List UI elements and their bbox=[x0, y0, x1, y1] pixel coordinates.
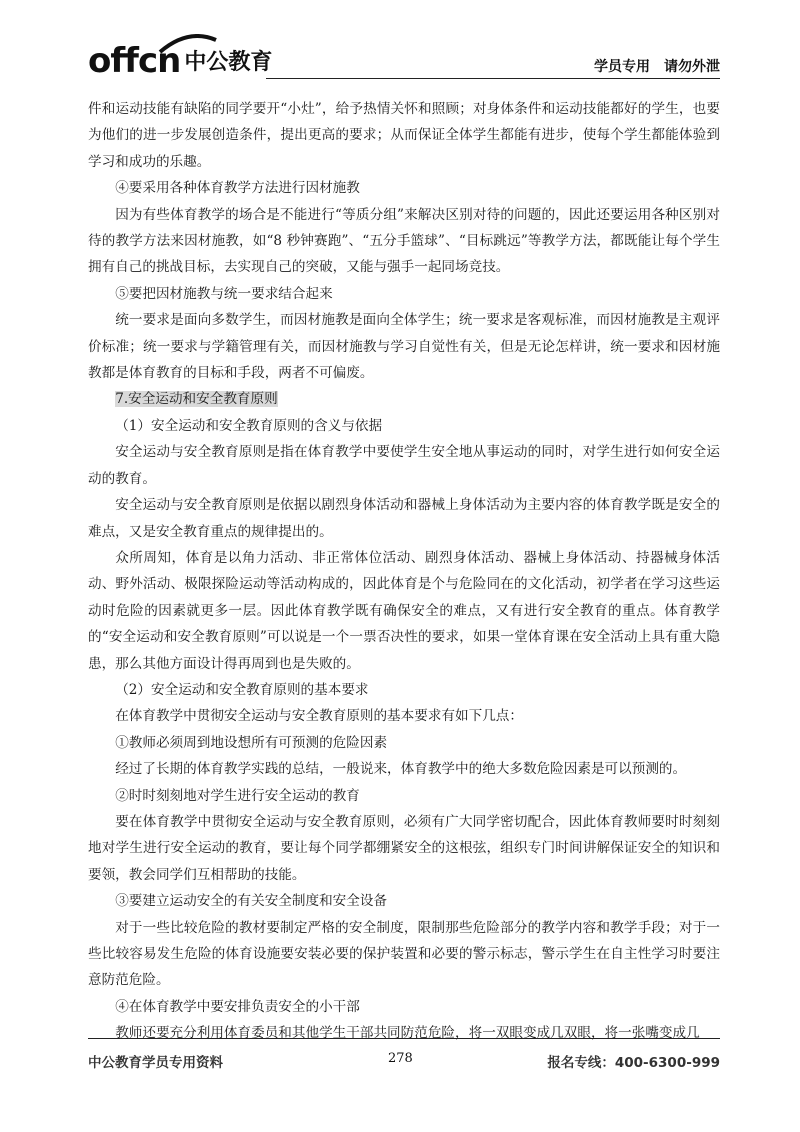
subsection-heading: （1）安全运动和安全教育原则的含义与依据 bbox=[115, 417, 383, 434]
header-notice: 学员专用 请勿外泄 bbox=[594, 59, 720, 75]
page-header bbox=[88, 34, 720, 80]
item-heading: ①教师必须周到地设想所有可预测的危险因素 bbox=[115, 734, 388, 751]
item-heading: ②时时刻刻地对学生进行安全运动的教育 bbox=[115, 787, 360, 804]
item-heading: ③要建立运动安全的有关安全制度和安全设备 bbox=[115, 893, 388, 910]
footer-hotline: 报名专线：400-6300-999 bbox=[547, 1055, 720, 1071]
logo-wordmark: offcn bbox=[88, 41, 181, 81]
paragraph: 件和运动技能有缺陷的同学要开“小灶”，给予热情关怀和照顾；对身体条件和运动技能都好的学生，也要为他们的进一步发展创造条件，提出更高的要求；从而保证全体学生都能有进步，使每个学生都能体验到学习和成功的乐趣。 bbox=[88, 101, 720, 170]
paragraph: 众所周知，体育是以角力活动、非正常体位活动、剧烈身体活动、器械上身体活动、持器械身体活动、野外活动、极限探险运动等活动构成的，因此体育是个与危险同在的文化活动，初学者在学习这些运动时危险的因素就更多一层。因此体育教学既有确保安全的难点，又有进行安全教育的重点。体育教学的“安全运动和安全教育原则”可以说是一个一票否决性的要求，如果一堂体育课在安全活动上具有重大隐患，那么其他方面设计得再周到也是失败的。 bbox=[88, 549, 720, 672]
paragraph: 安全运动与安全教育原则是指在体育教学中要使学生安全地从事运动的同时，对学生进行如何安全运动的教育。 bbox=[88, 444, 720, 487]
paragraph: 要在体育教学中贯彻安全运动与安全教育原则，必须有广大同学密切配合，因此体育教师要时时刻刻地对学生进行安全运动的教育，要让每个同学都绷紧安全的这根弦，组织专门时间讲解保证安全的知识和要领，教会同学们互相帮助的技能。 bbox=[88, 813, 720, 883]
page-body bbox=[88, 96, 720, 1047]
section-heading bbox=[88, 386, 720, 412]
logo-chinese-name: 中公教育 bbox=[184, 50, 273, 75]
paragraph: 安全运动与安全教育原则是依据以剧烈身体活动和器械上身体活动为主要内容的体育教学既是安全的难点，又是安全教育重点的规律提出的。 bbox=[88, 497, 720, 540]
paragraph: 因为有些体育教学的场合是不能进行“等质分组”来解决区别对待的问题的，因此还要运用各种区别对待的教学方法来因材施教，如“8 秒钟赛跑”、“五分手篮球”、“目标跳远”等教学方法，都既能让每个学生拥有自己的挑战目标，去实现自己的突破，又能与强手一起同场竞技。 bbox=[88, 206, 720, 276]
paragraph: 统一要求是面向多数学生，而因材施教是面向全体学生；统一要求是客观标准，而因材施教是主观评价标准；统一要求与学籍管理有关，而因材施教与学习自觉性有关，但是无论怎样讲，统一要求和因材施教都是体育教育的目标和手段，两者不可偏废。 bbox=[88, 312, 720, 382]
paragraph: 教师还要充分利用体育委员和其他学生干部共同防范危险，将一双眼变成几双眼，将一张嘴变成几 bbox=[115, 1025, 700, 1042]
paragraph: 经过了长期的体育教学实践的总结，一般说来，体育教学中的绝大多数危险因素是可以预测的。 bbox=[115, 761, 687, 778]
offcn-logo bbox=[88, 34, 273, 81]
page-footer bbox=[88, 1038, 720, 1079]
page-number: 278 bbox=[388, 1051, 413, 1066]
paragraph: 对于一些比较危险的教材要制定严格的安全制度，限制那些危险部分的教学内容和教学手段；对于一些比较容易发生危险的体育设施要安装必要的保护装置和必要的警示标志，警示学生在自主性学习时要注意防范危险。 bbox=[88, 919, 720, 989]
section-heading-text: 7.安全运动和安全教育原则 bbox=[115, 391, 278, 408]
item-heading: ⑤要把因材施教与统一要求结合起来 bbox=[115, 285, 333, 302]
header-rule bbox=[266, 78, 720, 79]
item-heading: ④在体育教学中要安排负责安全的小干部 bbox=[115, 998, 360, 1015]
footer-label: 中公教育学员专用资料 bbox=[88, 1055, 223, 1071]
logo-arc-icon bbox=[158, 34, 218, 54]
item-heading: ④要采用各种体育教学方法进行因材施教 bbox=[115, 180, 360, 197]
subsection-heading: （2）安全运动和安全教育原则的基本要求 bbox=[115, 681, 369, 698]
paragraph: 在体育教学中贯彻安全运动与安全教育原则的基本要求有如下几点： bbox=[115, 708, 523, 725]
